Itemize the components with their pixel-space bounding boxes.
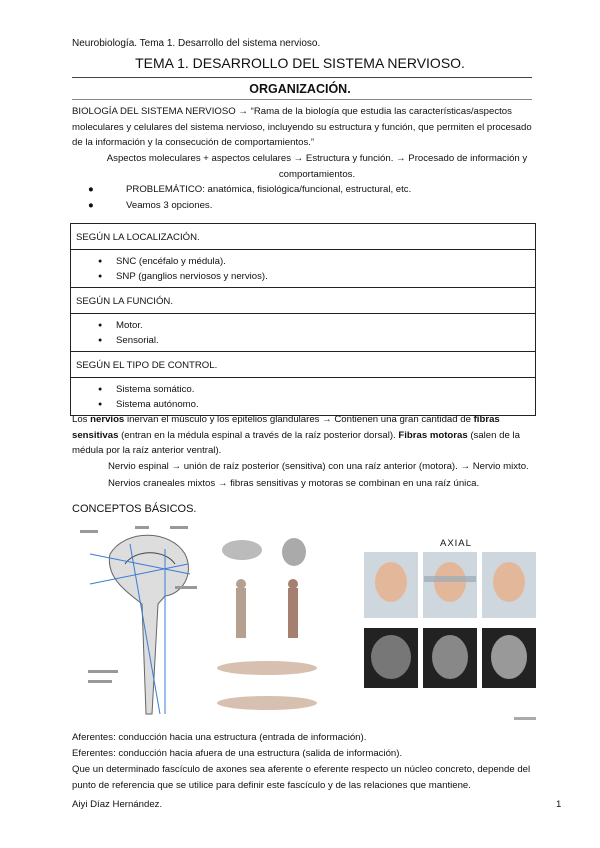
closing-paragraph: Que un determinado fascículo de axones sea aferente o eferente respecto un núcleo concreto, depende del punto de referencia que se utilice para definir este fascículo y de las relaciones que mantiene.: [72, 764, 531, 791]
list-item: ● Sistema autónomo.: [96, 397, 530, 412]
footer-author: Aiyi Díaz Hernández.: [72, 799, 163, 810]
list-item: ● Motor.: [96, 318, 530, 333]
nervios-paragraph: Los nervios inervan el músculo y los epitelios glandulares → Contienen una gran cantidad de fibras sensitivas (entran en la médula espinal a través de la raíz posterior dorsal). Fibras motoras (salen de la médula por la raíz anterior ventral).: [72, 414, 520, 456]
table-row: [71, 314, 536, 352]
definition-label: BIOLOGÍA DEL SISTEMA NERVIOSO: [72, 106, 236, 117]
list-item: ● Sistema somático.: [96, 382, 530, 397]
section-divider: [72, 99, 532, 100]
definition-arrow: →: [238, 106, 248, 117]
title-divider: [72, 77, 532, 78]
definition-paragraph: [72, 104, 542, 151]
bullet-list: [72, 182, 542, 213]
axial-mri-figure: [364, 552, 536, 722]
list-item: ● SNC (encéfalo y médula).: [96, 254, 530, 269]
running-header: Neurobiología. Tema 1. Desarrollo del sistema nervioso.: [72, 38, 321, 49]
eferentes-line: Eferentes: conducción hacia afuera de una estructura (salida de información).: [72, 748, 403, 759]
centered-summary: Aspectos moleculares + aspectos celulares → Estructura y función. → Procesado de información y comportamientos.: [106, 153, 528, 180]
definition-text: “Rama de la biología que estudia las características/aspectos moleculares y celulares del sistema nervioso, incluyendo su estructura y función, que permiten el procesado de la información y la consecución de comportamientos.”: [72, 106, 532, 148]
list-item: ● Veamos 3 opciones.: [88, 199, 213, 211]
axial-label: AXIAL: [440, 538, 472, 549]
page-title: TEMA 1. DESARROLLO DEL SISTEMA NERVIOSO.: [135, 55, 465, 71]
list-item: ● Sensorial.: [96, 333, 530, 348]
section-heading-conceptos: CONCEPTOS BÁSICOS.: [72, 503, 197, 515]
section-heading-organizacion: ORGANIZACIÓN.: [249, 82, 351, 96]
page-number: 1: [556, 799, 562, 810]
table-heading-funcion: SEGÚN LA FUNCIÓN.: [71, 288, 536, 314]
table-row: [71, 378, 536, 416]
anatomical-planes-figure: [212, 528, 332, 723]
aferentes-line: Aferentes: conducción hacia una estructura (entrada de información).: [72, 732, 367, 743]
table-heading-localizacion: SEGÚN LA LOCALIZACIÓN.: [71, 224, 536, 250]
classification-table: [70, 223, 536, 416]
neuraxis-diagram: [70, 524, 210, 720]
nervios-craneales-line: Nervios craneales mixtos → fibras sensitivas y motoras se combinan en una raíz única.: [108, 478, 480, 489]
list-item: ● SNP (ganglios nerviosos y nervios).: [96, 269, 530, 284]
nervio-espinal-line: Nervio espinal → unión de raíz posterior (sensitiva) con una raíz anterior (motora). → Nervio mixto.: [108, 461, 529, 472]
list-item: ● PROBLEMÁTICO: anatómica, fisiológica/funcional, estructural, etc.: [88, 184, 412, 195]
table-heading-control: SEGÚN EL TIPO DE CONTROL.: [71, 352, 536, 378]
table-row: [71, 250, 536, 288]
